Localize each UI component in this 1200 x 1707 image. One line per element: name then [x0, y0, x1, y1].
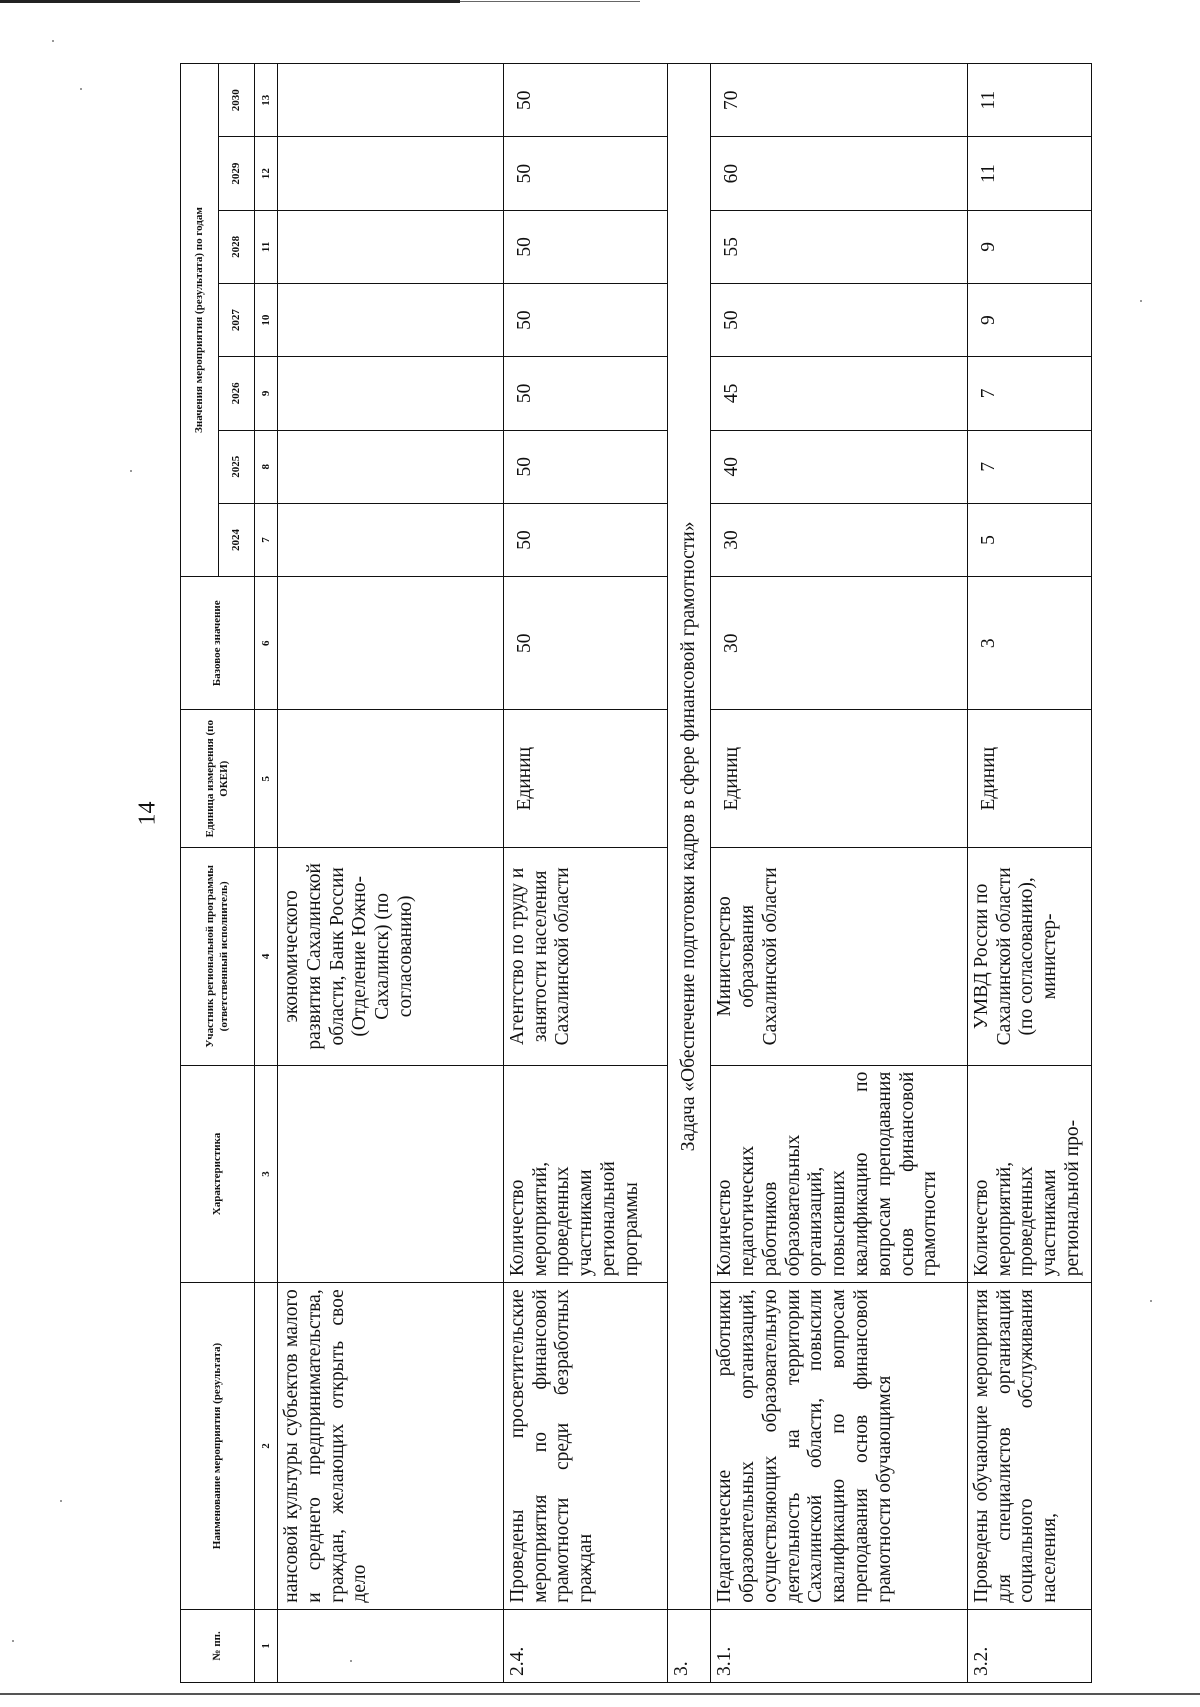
- column-number: 10: [255, 284, 278, 357]
- row-number: 2.4.: [503, 1609, 667, 1682]
- table-row: [503, 64, 667, 1683]
- row-value: 60: [711, 137, 968, 210]
- header-year: 2027: [219, 284, 255, 357]
- column-number: 13: [255, 64, 278, 137]
- row-value: 50: [503, 503, 667, 576]
- row-value: 5: [967, 503, 1091, 576]
- row-value: 50: [503, 137, 667, 210]
- row-base: 30: [711, 577, 968, 710]
- row-characteristic: Количество мероприятий, проведенных участниками региональной про-: [967, 1065, 1091, 1283]
- task-number: 3.: [668, 1609, 711, 1682]
- table-row: [967, 64, 1091, 1683]
- row-base: 3: [967, 577, 1091, 710]
- scan-edge-bottom: [0, 1693, 1200, 1695]
- row-number: [278, 1609, 504, 1682]
- row-unit: Единиц: [711, 710, 968, 848]
- row-value: 11: [967, 137, 1091, 210]
- table-row: [711, 64, 968, 1683]
- header-participant: Участник региональной программы (ответственный исполнитель): [181, 848, 255, 1066]
- row-base: 50: [503, 577, 667, 710]
- row-characteristic: [278, 1065, 504, 1283]
- row-value: 50: [503, 284, 667, 357]
- row-number: 3.1.: [711, 1609, 968, 1682]
- table-row: [278, 64, 504, 1683]
- header-year: 2029: [219, 137, 255, 210]
- header-num: № пп.: [181, 1609, 255, 1682]
- header-year: 2024: [219, 503, 255, 576]
- row-value: [278, 64, 504, 137]
- scan-speck: [130, 470, 132, 472]
- row-value: 7: [967, 430, 1091, 503]
- row-value: 40: [711, 430, 968, 503]
- row-value: [278, 357, 504, 430]
- column-number: 4: [255, 848, 278, 1066]
- row-value: 30: [711, 503, 968, 576]
- row-name: Проведены просветительские мероприятия по финансовой грамотности среди безработных граждан: [503, 1283, 667, 1609]
- row-unit: Единиц: [967, 710, 1091, 848]
- column-number: 7: [255, 503, 278, 576]
- column-number: 11: [255, 210, 278, 283]
- rotated-table-container: [180, 63, 1092, 1683]
- header-unit: Единица измерения (по ОКЕИ): [181, 710, 255, 848]
- scan-speck: [80, 88, 82, 90]
- row-value: 70: [711, 64, 968, 137]
- row-participant: экономического развития Сахалинской области, Банк России (Отделение Южно-Сахалинск) (по согласованию): [278, 848, 504, 1066]
- header-base: Базовое значение: [181, 577, 255, 710]
- header-year: 2026: [219, 357, 255, 430]
- scan-speck: [350, 1660, 352, 1662]
- row-value: 55: [711, 210, 968, 283]
- scan-speck: [60, 1500, 62, 1502]
- row-value: 50: [503, 357, 667, 430]
- header-name: Наименование мероприятия (результата): [181, 1283, 255, 1609]
- row-participant: Министерство образования Сахалинской области: [711, 848, 968, 1066]
- header-characteristic: Характеристика: [181, 1065, 255, 1283]
- row-name: Педагогические работники образовательных организаций, осуществляющих образовательную деятельность на территории Сахалинской области, повысили квалификацию по вопросам преподавания основ финансовой грамотности обучающимся: [711, 1283, 968, 1609]
- row-characteristic: Количество мероприятий, проведенных участниками региональной программы: [503, 1065, 667, 1283]
- row-value: 50: [503, 430, 667, 503]
- column-number: 8: [255, 430, 278, 503]
- page-number: 14: [134, 801, 161, 826]
- row-participant: УМВД России по Сахалинской области (по согласованию), министер-: [967, 848, 1091, 1066]
- scan-speck: [12, 1640, 14, 1642]
- column-number: 2: [255, 1283, 278, 1609]
- row-value: 9: [967, 284, 1091, 357]
- program-activities-table: [180, 63, 1092, 1683]
- row-name: Проведены обучающие мероприятия для специалистов организаций социального обслуживания населения,: [967, 1283, 1091, 1609]
- scan-edge-top: [0, 0, 460, 3]
- column-number: 3: [255, 1065, 278, 1283]
- column-number: 9: [255, 357, 278, 430]
- column-number: 6: [255, 577, 278, 710]
- column-number: 1: [255, 1609, 278, 1682]
- header-values-group: Значения мероприятия (результата) по годам: [181, 64, 219, 577]
- column-number: 5: [255, 710, 278, 848]
- column-number: 12: [255, 137, 278, 210]
- header-year: 2028: [219, 210, 255, 283]
- row-number: 3.2.: [967, 1609, 1091, 1682]
- row-value: 45: [711, 357, 968, 430]
- row-value: 50: [503, 210, 667, 283]
- row-value: 50: [503, 64, 667, 137]
- row-value: 7: [967, 357, 1091, 430]
- row-name: нансовой культуры субъектов малого и среднего предпринимательства, граждан, желающих открыть свое дело: [278, 1283, 504, 1609]
- row-unit: Единиц: [503, 710, 667, 848]
- row-value: [278, 137, 504, 210]
- row-characteristic: Количество педагогических работников образовательных организаций, повысивших квалификацию по вопросам преподавания основ финансовой грамотности: [711, 1065, 968, 1283]
- header-year: 2030: [219, 64, 255, 137]
- row-base: [278, 577, 504, 710]
- row-value: [278, 503, 504, 576]
- row-participant: Агентство по труду и занятости населения Сахалинской области: [503, 848, 667, 1066]
- row-value: 11: [967, 64, 1091, 137]
- task-title: Задача «Обеспечение подготовки кадров в сфере финансовой грамотности»: [668, 64, 711, 1610]
- row-value: [278, 210, 504, 283]
- scan-speck: [1150, 1300, 1152, 1302]
- row-value: [278, 430, 504, 503]
- row-unit: [278, 710, 504, 848]
- task-row: [668, 64, 711, 1683]
- row-value: [278, 284, 504, 357]
- row-value: 9: [967, 210, 1091, 283]
- scan-edge-top-thin: [460, 1, 640, 2]
- row-value: 50: [711, 284, 968, 357]
- header-year: 2025: [219, 430, 255, 503]
- scan-speck: [52, 40, 54, 42]
- scan-speck: [1140, 300, 1142, 302]
